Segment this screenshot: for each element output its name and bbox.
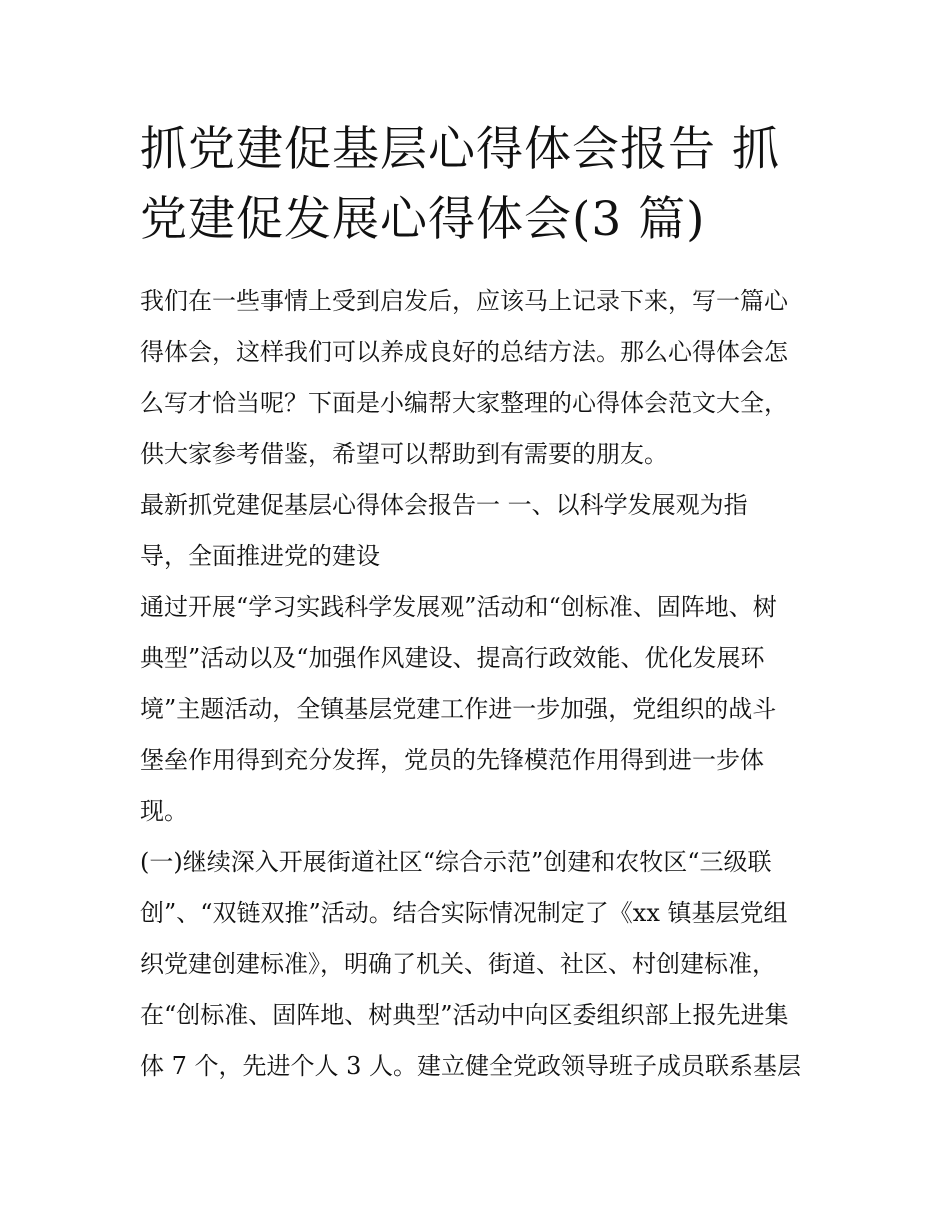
body-line: (一)继续深入开展街道社区“综合示范”创建和农牧区“三级联: [140, 848, 772, 876]
document-body: [140, 276, 830, 1092]
title-line-1: 抓党建促基层心得体会报告 抓: [140, 122, 780, 177]
body-line: 典型”活动以及“加强作风建设、提高行政效能、优化发展环: [140, 644, 765, 672]
body-line: 供大家参考借鉴，希望可以帮助到有需要的朋友。: [140, 440, 668, 468]
body-line: 我们在一些事情上受到启发后，应该马上记录下来，写一篇心: [140, 287, 788, 315]
body-line: 导，全面推进党的建设: [140, 542, 380, 570]
body-line: 织党建创建标准》，明确了机关、街道、社区、村创建标准，: [140, 950, 776, 978]
body-line: 得体会，这样我们可以养成良好的总结方法。那么心得体会怎: [140, 338, 788, 366]
body-line: 最新抓党建促基层心得体会报告一 一、以科学发展观为指: [140, 491, 748, 519]
body-line: 么写才恰当呢？下面是小编帮大家整理的心得体会范文大全，: [140, 389, 788, 417]
title-line-2: 党建促发展心得体会(3 篇): [140, 192, 706, 247]
body-line: 在“创标准、固阵地、树典型”活动中向区委组织部上报先进集: [140, 1001, 789, 1029]
body-line: 堡垒作用得到充分发挥，党员的先锋模范作用得到进一步体: [140, 746, 764, 774]
body-line: 通过开展“学习实践科学发展观”活动和“创标准、固阵地、树: [140, 593, 777, 621]
body-line: 创”、“双链双推”活动。结合实际情况制定了《xx 镇基层党组: [140, 899, 788, 927]
body-line: 境”主题活动，全镇基层党建工作进一步加强，党组织的战斗: [140, 695, 777, 723]
document-title: [140, 115, 820, 255]
body-line: 现。: [140, 797, 188, 825]
body-line: 体 7 个，先进个人 3 人。建立健全党政领导班子成员联系基层: [140, 1052, 802, 1080]
